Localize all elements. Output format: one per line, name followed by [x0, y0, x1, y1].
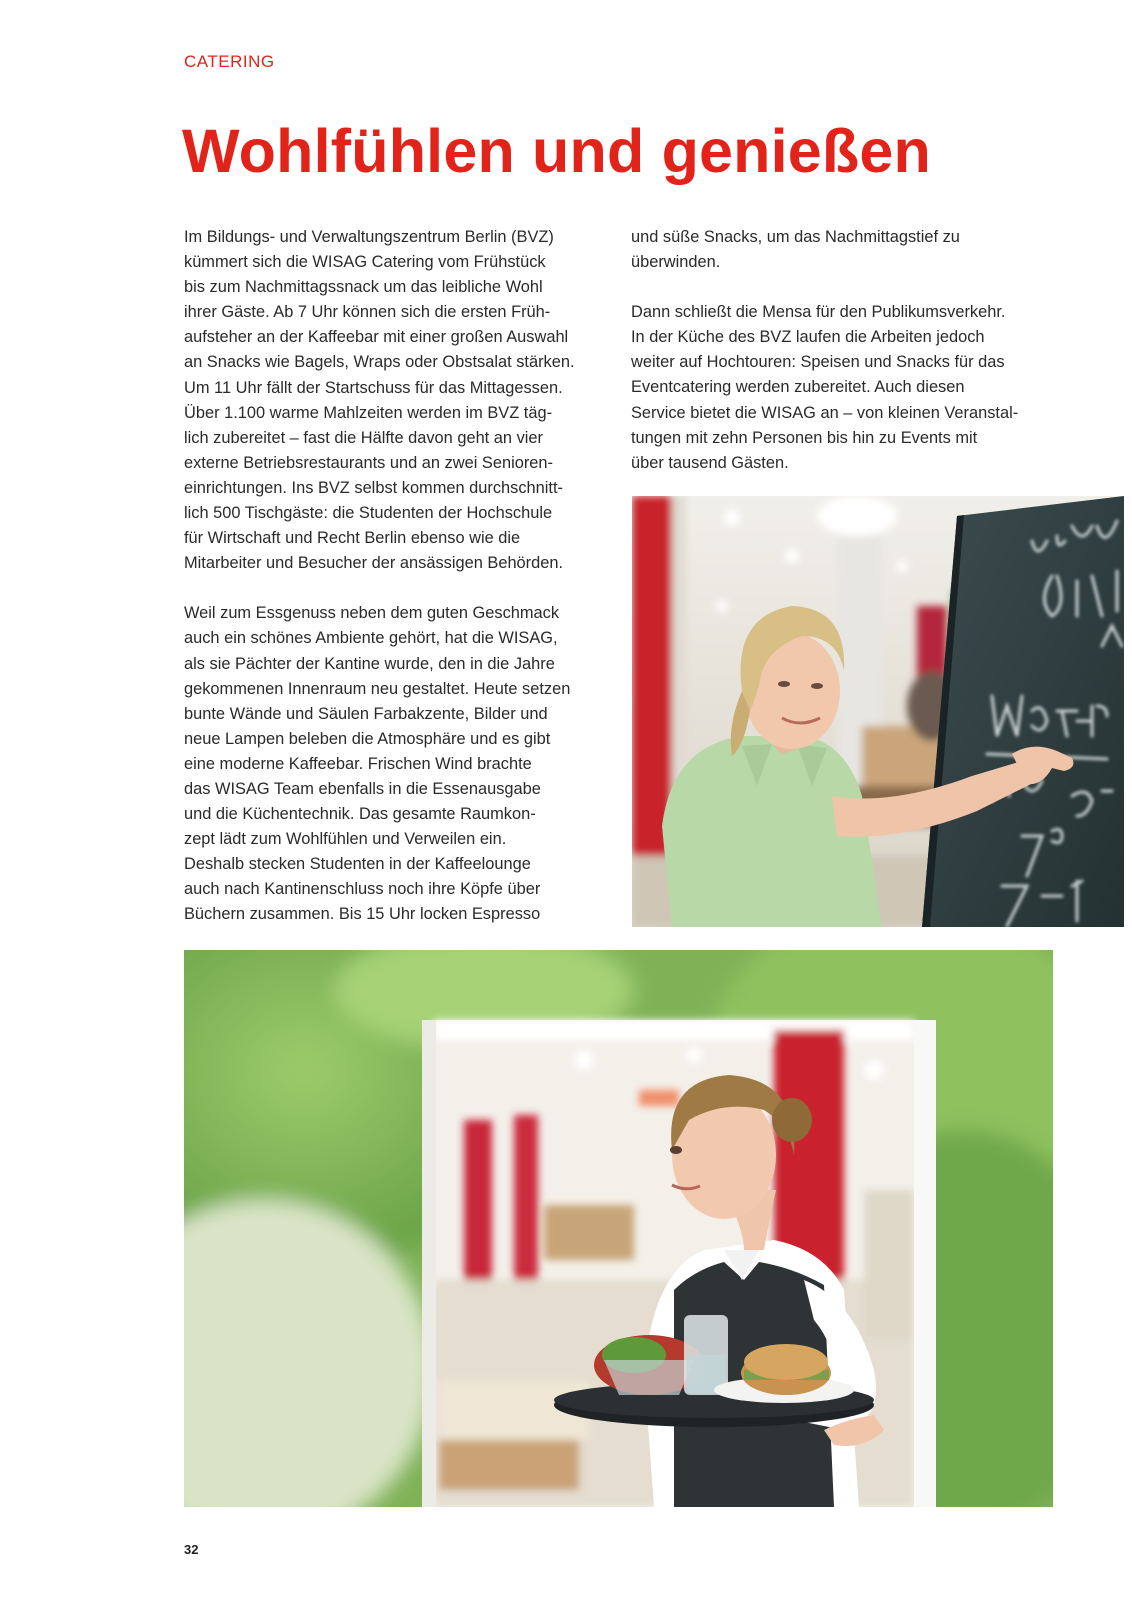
text-line: externe Betriebsrestaurants und an zwei Senioren-	[184, 453, 553, 472]
text-line: bunte Wände und Säulen Farbakzente, Bilder und	[184, 704, 548, 723]
text-line: zept lädt zum Wohlfühlen und Verweilen ein.	[184, 830, 507, 849]
paragraph	[631, 225, 1061, 275]
text-line: Dann schließt die Mensa für den Publikumsverkehr.	[631, 303, 1006, 322]
text-line: tungen mit zehn Personen bis hin zu Events mit	[631, 428, 978, 447]
text-line: aufsteher an der Kaffeebar mit einer großen Auswahl	[184, 328, 569, 347]
text-line: Büchern zusammen. Bis 15 Uhr locken Espresso	[184, 905, 541, 924]
text-line: und die Küchentechnik. Das gesamte Raumkon-	[184, 805, 536, 824]
text-line: Weil zum Essgenuss neben dem guten Geschmack	[184, 604, 560, 623]
text-line: überwinden.	[631, 253, 721, 272]
article-column-right	[631, 225, 1061, 501]
text-line: einrichtungen. Ins BVZ selbst kommen durchschnitt-	[184, 478, 563, 497]
paragraph	[184, 225, 604, 576]
paragraph	[631, 300, 1061, 476]
waitress-photo	[184, 950, 1053, 1507]
text-line: ihrer Gäste. Ab 7 Uhr können sich die ersten Früh-	[184, 303, 551, 322]
text-line: lich 500 Tischgäste: die Studenten der Hochschule	[184, 504, 553, 523]
text-line: kümmert sich die WISAG Catering vom Frühstück	[184, 253, 546, 272]
text-line: eine moderne Kaffeebar. Frischen Wind brachte	[184, 754, 532, 773]
text-line: Eventcatering werden zubereitet. Auch diesen	[631, 378, 965, 397]
text-line: auch ein schönes Ambiente gehört, hat die WISAG,	[184, 629, 558, 648]
article-column-left	[184, 225, 604, 953]
text-line: Über 1.100 warme Mahlzeiten werden im BVZ täg-	[184, 403, 553, 422]
text-line: an Snacks wie Bagels, Wraps oder Obstsalat stärken.	[184, 353, 575, 372]
text-line: als sie Pächter der Kantine wurde, den in die Jahre	[184, 654, 555, 673]
text-line: für Wirtschaft und Recht Berlin ebenso wie die	[184, 529, 521, 548]
page-number: 32	[184, 1542, 199, 1557]
text-line: und süße Snacks, um das Nachmittagstief zu	[631, 228, 960, 246]
text-line: auch nach Kantinenschluss noch ihre Köpfe über	[184, 880, 541, 899]
text-line: Mitarbeiter und Besucher der ansässigen Behörden.	[184, 554, 564, 573]
paragraph	[184, 601, 604, 927]
text-line: Deshalb stecken Studenten in der Kaffeelounge	[184, 855, 531, 874]
text-line: weiter auf Hochtouren: Speisen und Snacks für das	[631, 353, 1005, 372]
section-label: CATERING	[184, 52, 275, 71]
text-line: Service bietet die WISAG an – von kleinen Veranstal-	[631, 403, 1019, 422]
text-line: Im Bildungs- und Verwaltungszentrum Berlin (BVZ)	[184, 228, 554, 246]
text-line: das WISAG Team ebenfalls in die Essenausgabe	[184, 779, 541, 798]
text-line: Um 11 Uhr fällt der Startschuss für das Mittagessen.	[184, 378, 563, 397]
text-line: bis zum Nachmittagssnack um das leibliche Wohl	[184, 278, 543, 297]
text-line: gekommenen Innenraum neu gestaltet. Heute setzen	[184, 679, 571, 698]
text-line: neue Lampen beleben die Atmosphäre und es gibt	[184, 729, 551, 748]
chalkboard-photo-illustration	[632, 496, 1124, 927]
waitress-photo-illustration	[184, 950, 1053, 1507]
text-line: In der Küche des BVZ laufen die Arbeiten jedoch	[631, 328, 985, 347]
text-line: über tausend Gästen.	[631, 453, 789, 472]
chalkboard-photo	[632, 496, 1124, 927]
text-line: lich zubereitet – fast die Hälfte davon geht an vier	[184, 428, 543, 447]
page-title: Wohlfühlen und genießen	[182, 117, 931, 185]
